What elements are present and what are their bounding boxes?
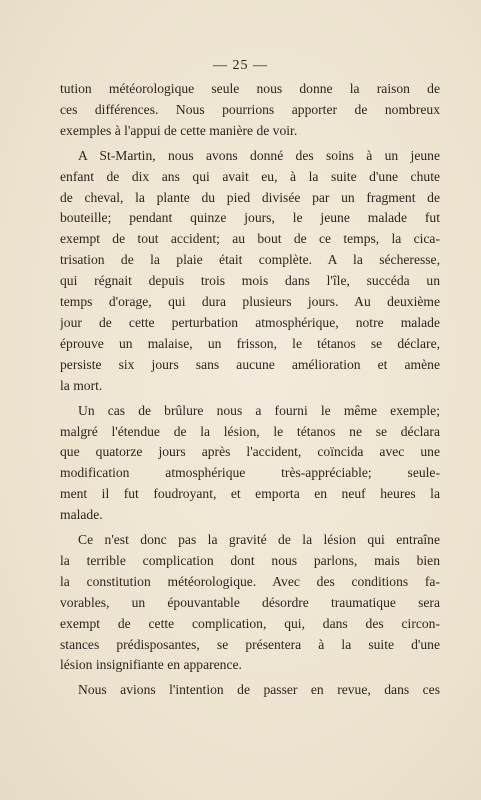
text-line: stances prédisposantes, se présentera à la suite d'une xyxy=(60,636,440,652)
text-line: tution météorologique seule nous donne la raison de xyxy=(60,81,440,96)
text-line: ment il fut foudroyant, et emporta en neuf heures la xyxy=(60,486,440,502)
text-line: A St-Martin, nous avons donné des soins à un jeune xyxy=(78,147,440,163)
text-line: Nous avions l'intention de passer en revue, dans ces xyxy=(78,682,440,698)
text-line: éprouve un malaise, un frisson, le tétanos se déclare, xyxy=(60,335,440,351)
text-line: de cheval, la plante du pied divisée par un fragment de xyxy=(60,189,440,205)
text-line: exempt de cette complication, qui, dans des circon- xyxy=(60,615,440,631)
text-line: lésion insignifiante en apparence. xyxy=(60,657,242,673)
text-line: enfant de dix ans qui avait eu, à la suite d'une chute xyxy=(60,168,440,184)
text-line: Ce n'est donc pas la gravité de la lésion qui entraîne xyxy=(78,532,440,548)
text-line: persiste six jours sans aucune amélioration et amène xyxy=(60,356,440,372)
text-line: exemples à l'appui de cette manière de voir. xyxy=(60,122,298,138)
body-text xyxy=(60,79,440,705)
text-line: bouteille; pendant quinze jours, le jeune malade fut xyxy=(60,210,440,226)
text-line: Un cas de brûlure nous a fourni le même exemple; xyxy=(78,402,440,418)
paragraph xyxy=(60,680,440,701)
text-line: exempt de tout accident; au bout de ce temps, la cica- xyxy=(60,231,440,247)
text-line: jour de cette perturbation atmosphérique, notre malade xyxy=(60,314,440,330)
paragraph xyxy=(60,401,440,526)
text-line: vorables, un épouvantable désordre traumatique sera xyxy=(60,594,440,610)
text-line: que quatorze jours après l'accident, coïncida avec une xyxy=(60,444,440,460)
text-line: ces différences. Nous pourrions apporter de nombreux xyxy=(60,101,440,117)
paragraph xyxy=(60,79,440,142)
text-line: qui régnait depuis trois mois dans l'île, succéda un xyxy=(60,273,440,289)
text-line: temps d'orage, qui dura plusieurs jours. Au deuxième xyxy=(60,294,440,310)
text-line: la mort. xyxy=(60,377,103,393)
text-line: modification atmosphérique très-appréciable; seule- xyxy=(60,465,440,481)
text-line: malgré l'étendue de la lésion, le tétanos ne se déclara xyxy=(60,423,440,439)
text-line: la constitution météorologique. Avec des conditions fa- xyxy=(60,573,440,589)
text-line: malade. xyxy=(60,507,103,523)
page-number: — 25 — xyxy=(213,58,268,73)
paragraph xyxy=(60,146,440,397)
paragraph xyxy=(60,530,440,676)
text-line: trisation de la plaie était complète. A la sécheresse, xyxy=(60,252,440,268)
text-line: la terrible complication dont nous parlons, mais bien xyxy=(60,552,440,568)
